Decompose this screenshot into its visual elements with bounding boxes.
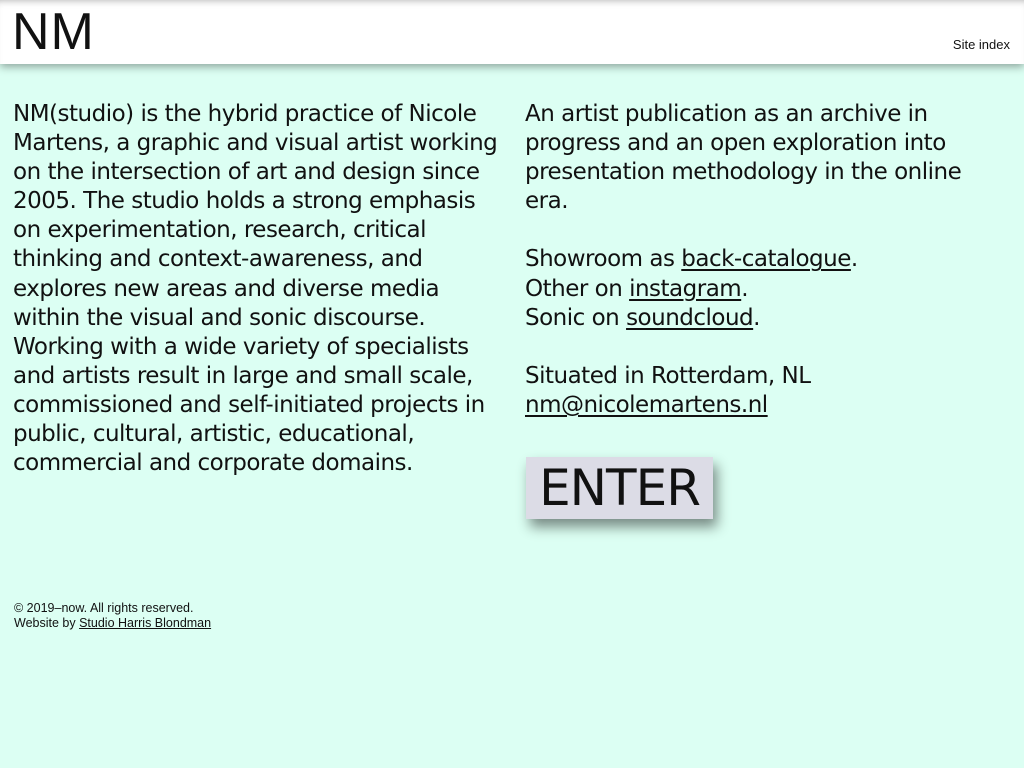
other-line — [525, 275, 1005, 304]
credit-link[interactable]: Studio Harris Blondman — [79, 616, 212, 630]
spacer — [525, 333, 1005, 362]
credit-line — [14, 616, 211, 631]
back-catalogue-link[interactable]: back-catalogue — [681, 246, 851, 273]
spacer — [525, 216, 1005, 245]
enter-button[interactable]: ENTER — [526, 457, 713, 519]
soundcloud-link[interactable]: soundcloud — [626, 304, 754, 331]
about-column — [13, 100, 503, 478]
sonic-prefix: Sonic on — [525, 304, 627, 331]
about-text: NM(studio) is the hybrid practice of Nicole Martens, a graphic and visual artist working on the intersection of art and design since 2005. The studio holds a strong emphasis on experimentation, research, critical thinking and context-awareness, and explores new areas and diverse media within the visual and sonic discourse. Working with a wide variety of specialists and artists result in large and small scale, commissioned and self-initiated projects in public, cultural, artistic, educational, commercial and corporate domains. — [13, 101, 498, 477]
credit-prefix: Website by — [14, 616, 80, 630]
intro-text: An artist publication as an archive in progress and an open exploration into presentation methodology in the online era. — [525, 101, 962, 215]
site-footer — [14, 601, 211, 631]
email-link[interactable]: nm@nicolemartens.nl — [525, 391, 768, 418]
site-index-link[interactable]: Site index — [952, 37, 1010, 52]
sonic-period: . — [753, 304, 760, 331]
instagram-link[interactable]: instagram — [629, 275, 742, 302]
site-header — [0, 0, 1024, 64]
sonic-line — [525, 304, 1005, 333]
location-text: Situated in Rotterdam, NL — [525, 362, 811, 389]
showroom-line — [525, 245, 1005, 274]
copyright-text: © 2019–now. All rights reserved. — [14, 601, 194, 615]
showroom-prefix: Showroom as — [525, 246, 682, 273]
site-logo[interactable]: NM — [12, 3, 95, 61]
other-period: . — [741, 275, 749, 302]
other-prefix: Other on — [525, 275, 630, 302]
showroom-period: . — [850, 246, 858, 273]
info-column — [525, 100, 1005, 420]
email-line — [525, 391, 1005, 420]
